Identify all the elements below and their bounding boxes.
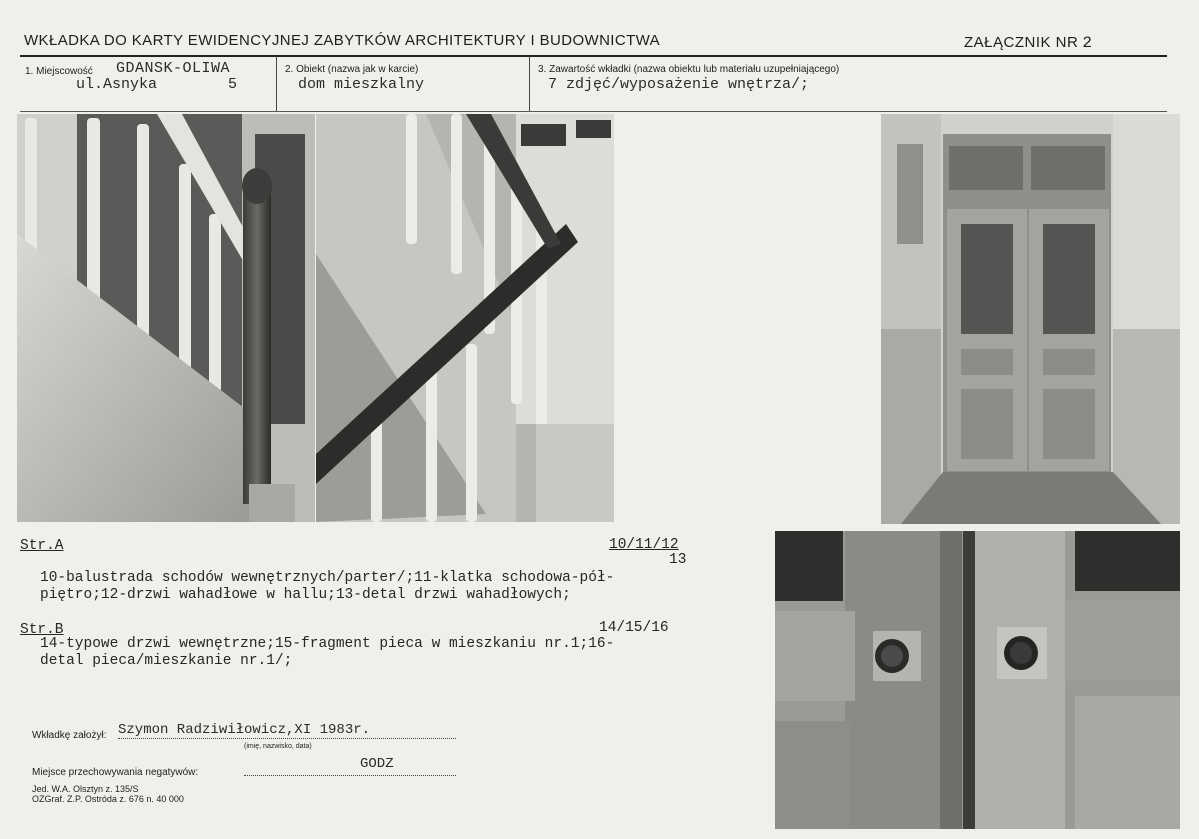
photo-stairwell [316, 114, 614, 522]
house-number: 5 [228, 76, 238, 93]
annex-number: 2 [1082, 34, 1093, 52]
contents-value: 7 zdjęć/wyposażenie wnętrza/; [548, 76, 810, 93]
print-info-1: Jed. W.A. Olsztyn z. 135/S [32, 784, 139, 794]
caption-b-line2: detal pieca/mieszkanie nr.1/; [40, 653, 293, 669]
locality-value: GDANSK-OLIWA [116, 60, 231, 77]
caption-b-label: Str.B [20, 622, 64, 638]
field-divider [276, 56, 277, 112]
caption-a-numbers: 10/11/12 [609, 537, 679, 553]
field-divider [529, 56, 530, 112]
negatives-value: GODZ [360, 756, 394, 772]
contents-label: 3. Zawartość wkładki (nazwa obiektu lub materiału uzupełniającego) [538, 64, 840, 75]
annex-label-text: ZAŁĄCZNIK NR [964, 34, 1079, 51]
photo-swing-doors [881, 114, 1180, 524]
header-rule [20, 55, 1167, 57]
caption-b-numbers: 14/15/16 [599, 620, 669, 636]
document-title: WKŁADKA DO KARTY EWIDENCYJNEJ ZABYTKÓW ARCHITEKTURY I BUDOWNICTWA [24, 32, 661, 49]
caption-b-line1: 14-typowe drzwi wewnętrzne;15-fragment pieca w mieszkaniu nr.1;16- [40, 636, 615, 652]
photo-door-detail [775, 531, 1180, 829]
negatives-label: Miejsce przechowywania negatywów: [32, 767, 199, 778]
founded-label: Wkładkę założył: [32, 730, 107, 741]
field-row-rule [20, 111, 1167, 112]
locality-label: 1. Miejscowość [25, 66, 93, 77]
founded-value: Szymon Radziwiłowicz,XI 1983r. [118, 722, 456, 739]
annex-label [964, 34, 1092, 52]
caption-a-line1: 10-balustrada schodów wewnętrznych/parter/;11-klatka schodowa-pół- [40, 570, 615, 586]
caption-a-label: Str.A [20, 538, 64, 554]
negatives-line [244, 774, 456, 776]
object-label: 2. Obiekt (nazwa jak w karcie) [285, 64, 419, 75]
print-info-2: OZGraf. Z.P. Ostróda z. 676 n. 40 000 [32, 794, 184, 804]
founded-hint: (imię, nazwisko, data) [244, 743, 312, 750]
street-value: ul.Asnyka [76, 76, 158, 93]
object-value: dom mieszkalny [298, 76, 425, 93]
caption-a-line2: piętro;12-drzwi wahadłowe w hallu;13-detal drzwi wahadłowych; [40, 587, 571, 603]
photo-balustrade [17, 114, 315, 522]
caption-a-numbers-extra: 13 [669, 552, 687, 568]
